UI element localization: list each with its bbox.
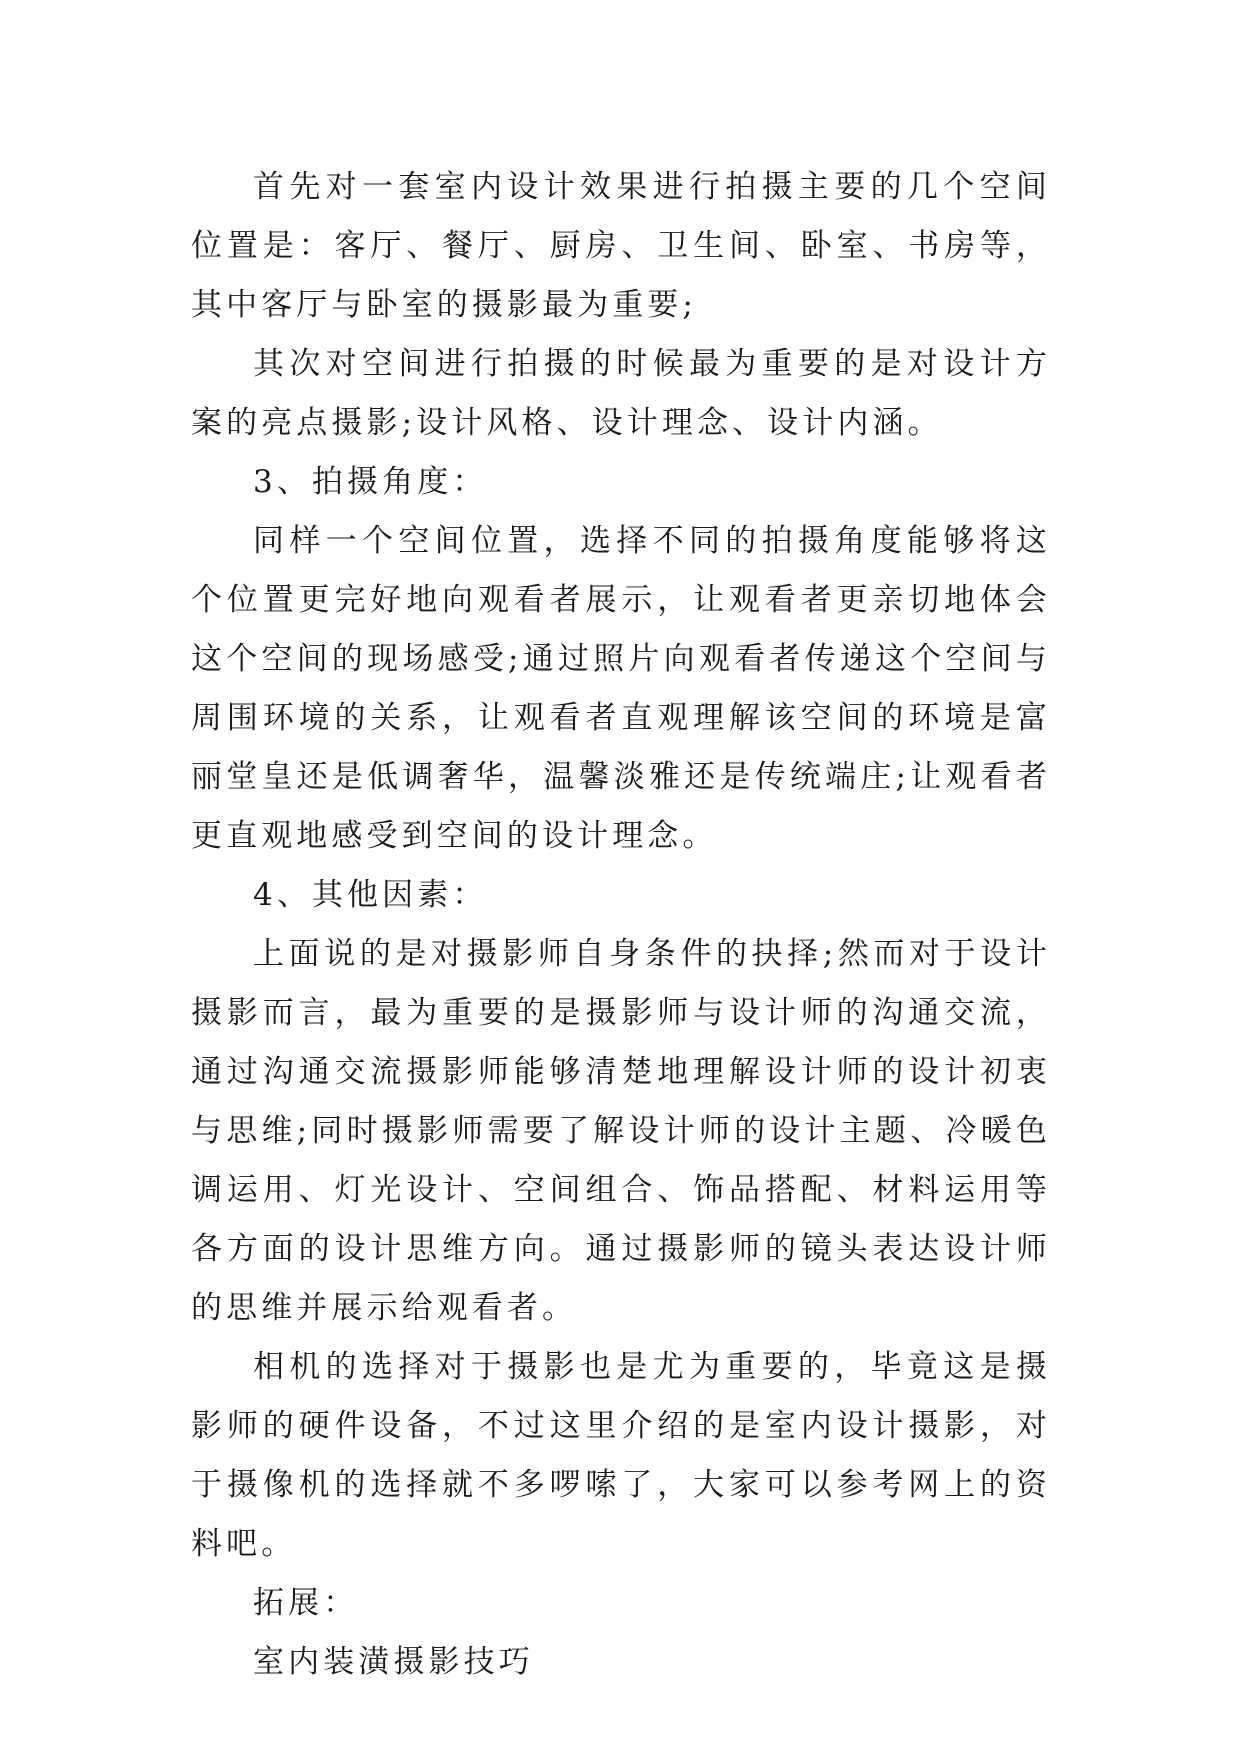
paragraph-design-highlights: 其次对空间进行拍摄的时候最为重要的是对设计方案的亮点摄影;设计风格、设计理念、设计内涵。 <box>191 346 1051 441</box>
paragraph-shooting-angle: 同样一个空间位置，选择不同的拍摄角度能够将这个位置更完好地向观看者展示，让观看者更亲切地体会这个空间的现场感受;通过照片向观看者传递这个空间与周围环境的关系，让观看者直观理解该空间的环境是富丽堂皇还是低调奢华，温馨淡雅还是传统端庄;让观看者更直观地感受到空间的设计理念。 <box>191 523 1051 854</box>
paragraph-other-factors: 上面说的是对摄影师自身条件的抉择;然而对于设计摄影而言，最为重要的是摄影师与设计师的沟通交流，通过沟通交流摄影师能够清楚地理解设计师的设计初衷与思维;同时摄影师需要了解设计师的设计主题、冷暖色调运用、灯光设计、空间组合、饰品搭配、材料运用等各方面的设计思维方向。通过摄影师的镜头表达设计师的思维并展示给观看者。 <box>191 936 1051 1326</box>
document-body <box>191 158 1051 1692</box>
heading-other-factors: 4、其他因素： <box>253 877 488 913</box>
paragraph-camera-choice: 相机的选择对于摄影也是尤为重要的，毕竟这是摄影师的硬件设备，不过这里介绍的是室内设计摄影，对于摄像机的选择就不多啰嗦了，大家可以参考网上的资料吧。 <box>191 1349 1051 1562</box>
heading-extension: 拓展： <box>253 1585 359 1621</box>
heading-shooting-angle: 3、拍摄角度： <box>253 464 488 500</box>
paragraph-shooting-locations: 首先对一套室内设计效果进行拍摄主要的几个空间位置是：客厅、餐厅、厨房、卫生间、卧室、书房等，其中客厅与卧室的摄影最为重要; <box>191 169 1051 323</box>
heading-interior-photography-tips: 室内装潢摄影技巧 <box>253 1644 534 1680</box>
